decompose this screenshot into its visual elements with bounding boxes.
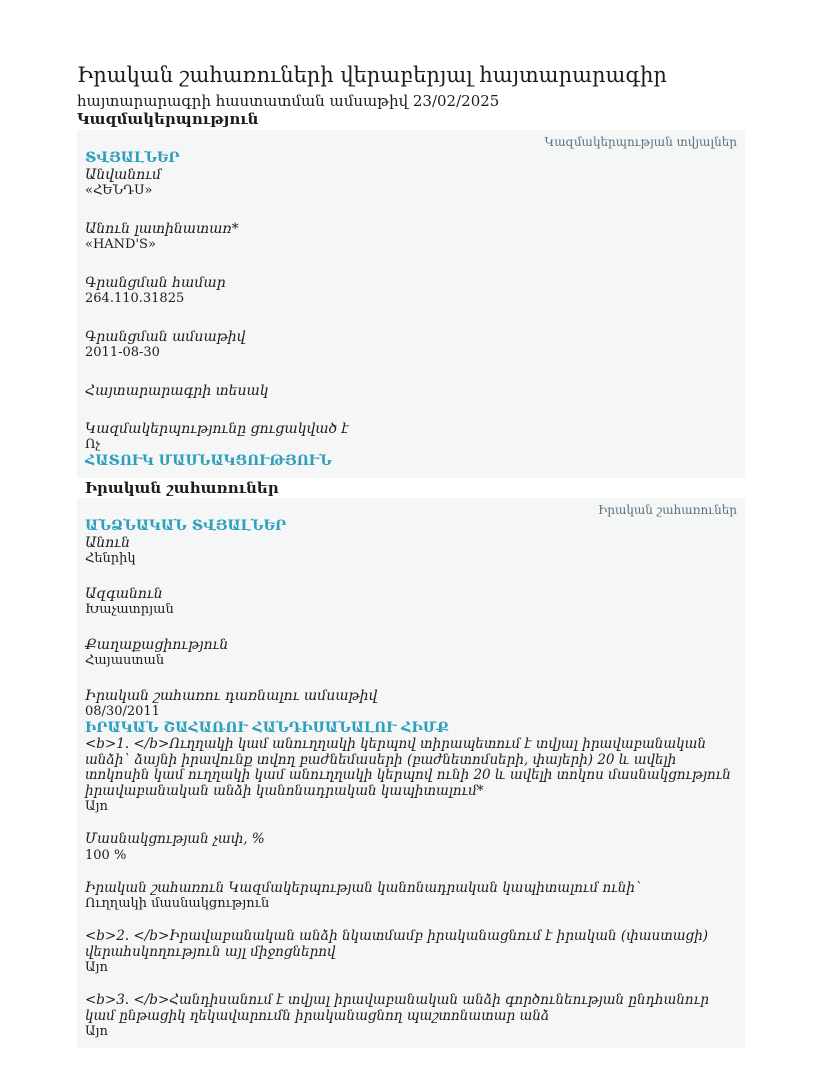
declaration-document: [77, 0, 745, 1048]
beneficial-field-first-name: [85, 535, 737, 567]
org-field-registration-date: [85, 329, 737, 361]
beneficial-owners-panel: [77, 498, 745, 1048]
organization-data-heading: ՏՎՅԱԼՆԵՐ: [85, 150, 180, 166]
beneficial-field-citizenship: [85, 637, 737, 669]
org-field-declaration-type: [85, 383, 737, 399]
field-label: Անուն լատինատառ*: [85, 221, 239, 237]
question-answer: Այո: [85, 960, 108, 975]
org-field-latin-name: [85, 221, 737, 253]
field-label: Անուն: [85, 535, 130, 551]
field-label: Հայտարարագրի տեսակ: [85, 383, 269, 399]
org-field-registration-number: [85, 275, 737, 307]
field-label: Գրանցման ամսաթիվ: [85, 329, 246, 345]
question-text: Իրական շահառուն Կազմակերպության կանոնադրական կապիտալում ունի`: [85, 879, 642, 896]
field-value: «ՀԵՆԴՍ»: [85, 183, 153, 198]
field-value: Հայաստան: [85, 653, 165, 668]
question-answer: Այո: [85, 799, 108, 814]
field-value: Խաչատրյան: [85, 602, 174, 617]
field-label: Քաղաքացիություն: [85, 637, 229, 653]
question-answer: Ուղղակի մասնակցություն: [85, 896, 270, 911]
ground-participation-type: [85, 881, 737, 913]
question-text: Մասնակցության չափ, %: [85, 831, 265, 847]
org-field-name: [85, 167, 737, 199]
field-label: Անվանում: [85, 167, 162, 183]
ground-question-3: [85, 993, 737, 1040]
field-label: Գրանցման համար: [85, 275, 226, 291]
field-value: 264.110.31825: [85, 291, 185, 306]
beneficial-panel-caption: Իրական շահառուներ: [597, 503, 737, 517]
field-label: Իրական շահառու դառնալու ամսաթիվ: [85, 688, 378, 704]
question-text: <b>3. </b>Հանդիսանում է տվյալ իրավաբանական անձի գործունեության ընդհանուր կամ ընթացիկ ղեկավարումն իրականացնող պաշտոնատար անձ: [85, 992, 709, 1024]
organization-panel-caption: Կազմակերպության տվյալներ: [544, 135, 737, 149]
page-title: Իրական շահառուների վերաբերյալ հայտարարագիր: [77, 63, 667, 87]
beneficial-field-last-name: [85, 586, 737, 618]
field-value: Հենրիկ: [85, 551, 136, 566]
question-answer: Այո: [85, 1024, 108, 1039]
ground-question-1: [85, 737, 737, 815]
declaration-approval-date: հայտարարագրի հաստատման ամսաթիվ 23/02/2025: [77, 92, 500, 110]
ground-question-2: [85, 929, 737, 976]
special-participation-heading: ՀԱՏՈՒԿ ՄԱՍՆԱԿՑՈՒԹՅՈՒՆ: [85, 453, 332, 469]
org-field-listed: [85, 421, 737, 453]
field-value: 2011-08-30: [85, 345, 160, 360]
question-answer: 100 %: [85, 847, 127, 863]
beneficial-field-date-became-owner: [85, 688, 737, 720]
field-label: Կազմակերպությունը ցուցակված է: [85, 421, 349, 437]
ground-participation-size: [85, 832, 737, 864]
question-text: <b>2. </b>Իրավաբանական անձի նկատմամբ իրականացնում է իրական (փաստացի) վերահսկողություն այլ միջոցներով: [85, 928, 709, 960]
organization-heading: Կազմակերպություն: [77, 110, 259, 128]
question-text: <b>1. </b>Ուղղակի կամ անուղղակի կերպով տիրապետում է տվյալ իրավաբանական անձի` ձայնի իրավունք տվող բաժնեմասերի (բաժնետոմսերի, փայերի) 20 և ավելի տոկոսին կամ ուղղակի կամ անուղղակի կերպով ունի 20 և ավելի տոկոս մասնակցություն իրավաբանական անձի կանոնադրական կապիտալում*: [85, 736, 731, 799]
field-value: «HAND'S»: [85, 237, 156, 252]
grounds-heading: ԻՐԱԿԱՆ ՇԱՀԱՌՈՒ ՀԱՆԴԻՍԱՆԱԼՈՒ ՀԻՄՔ: [85, 720, 449, 736]
field-value: Ոչ: [85, 437, 101, 452]
personal-data-heading: ԱՆՁՆԱԿԱՆ ՏՎՅԱԼՆԵՐ: [85, 518, 287, 534]
organization-panel: [77, 130, 745, 478]
field-label: Ազգանուն: [85, 586, 163, 602]
beneficial-owners-heading: Իրական շահառուներ: [85, 479, 279, 497]
field-value: 08/30/2011: [85, 704, 160, 719]
